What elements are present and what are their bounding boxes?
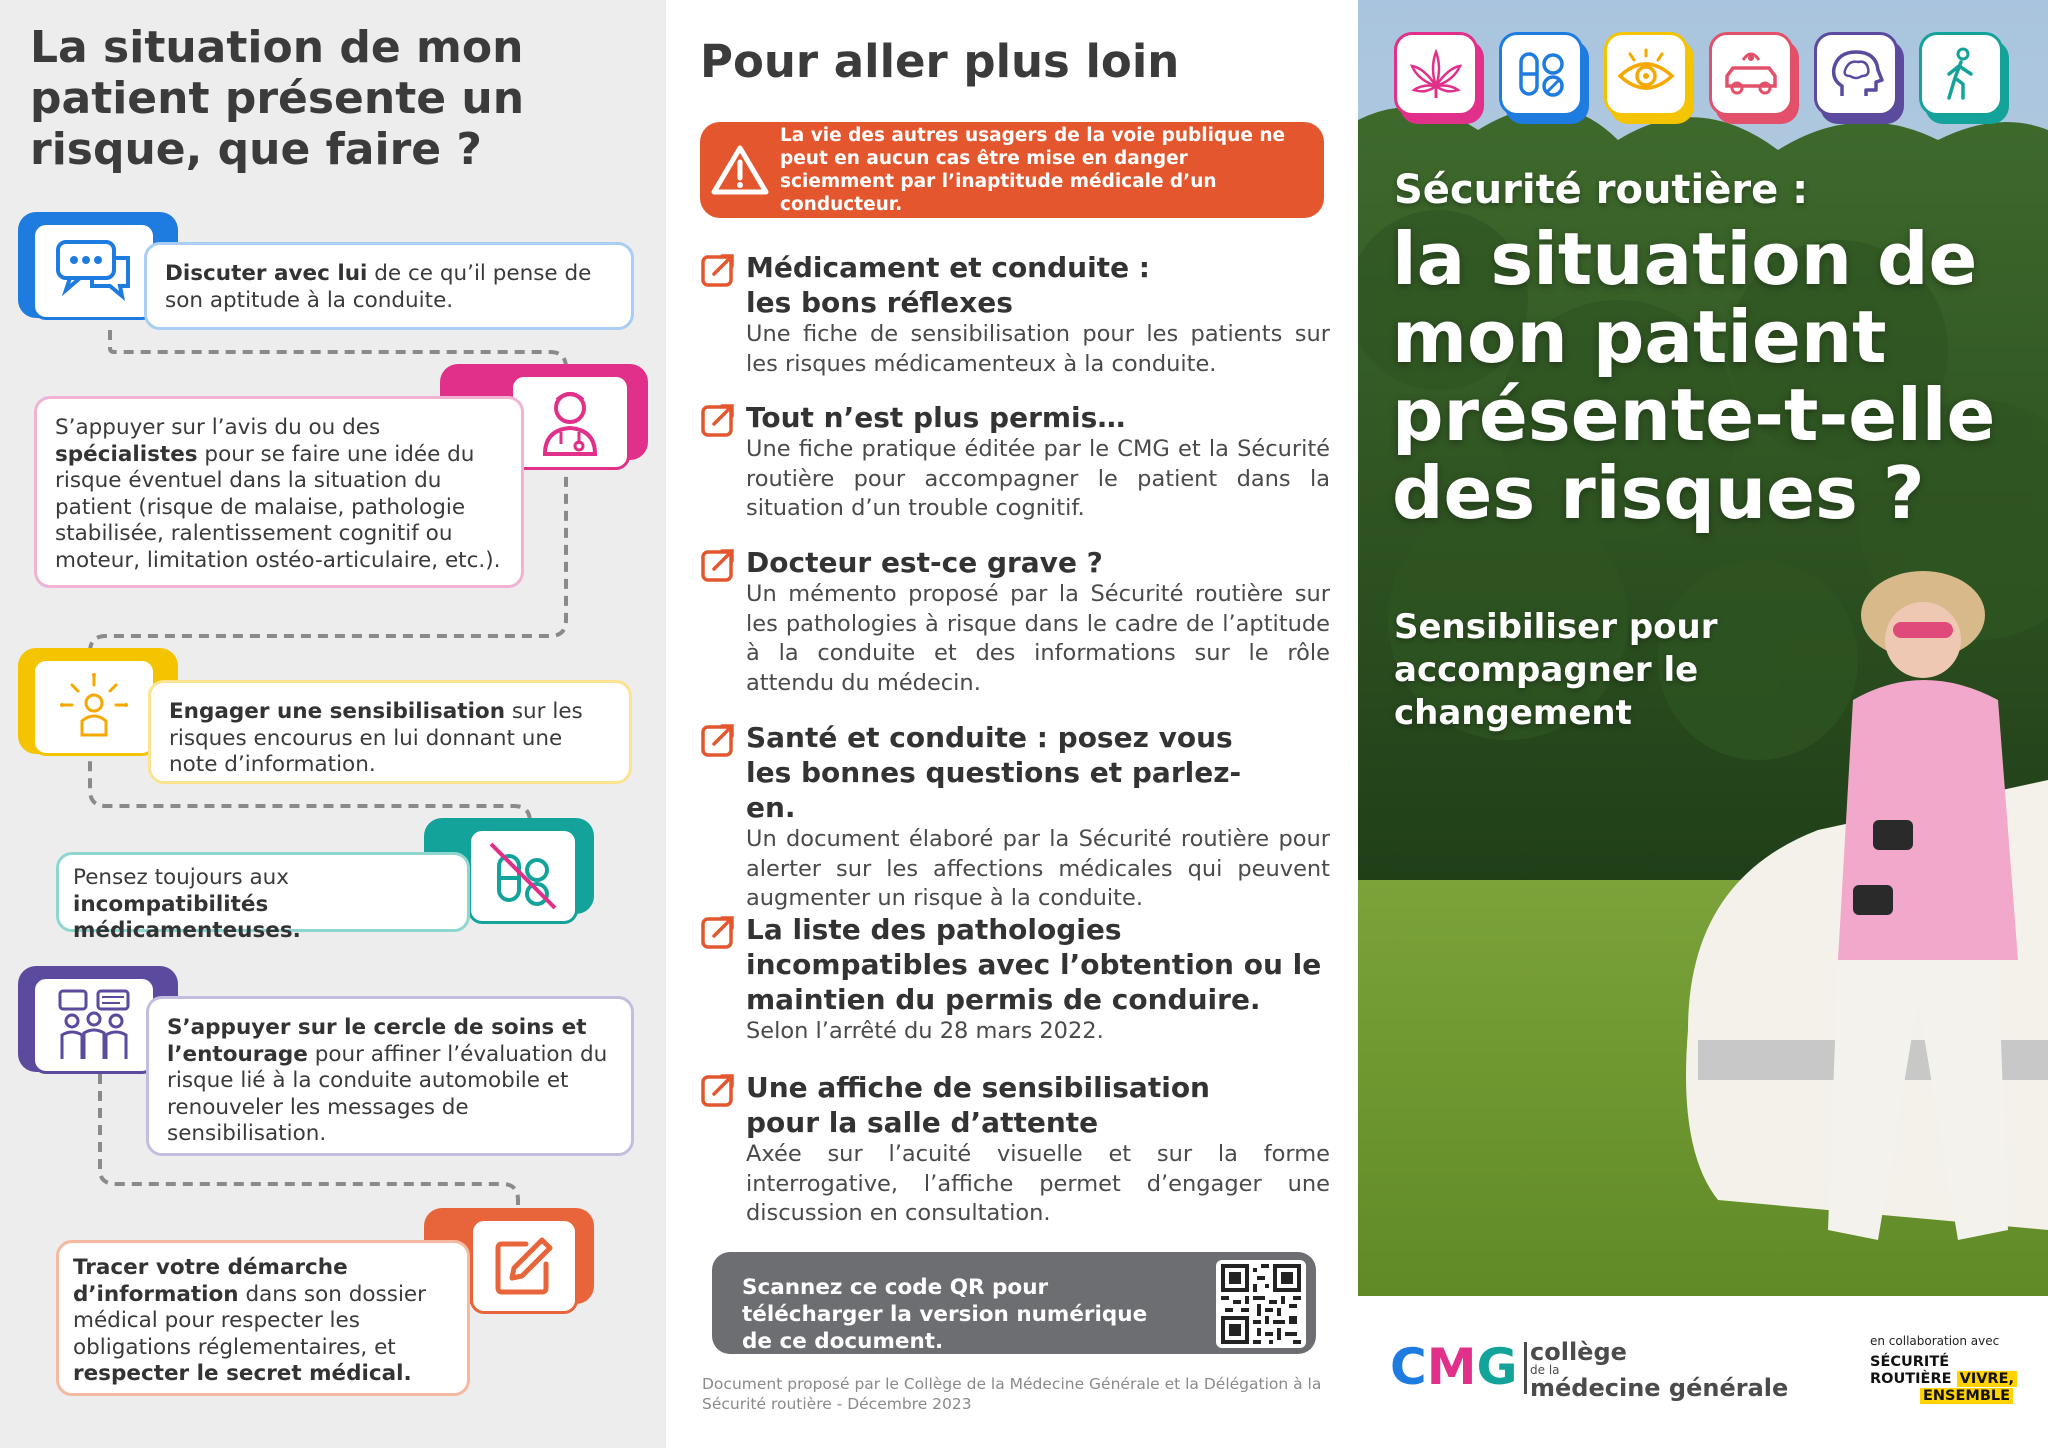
step-2-card (34, 396, 524, 588)
resource-4[interactable] (700, 720, 1330, 914)
collab-text: en collaboration avec (1870, 1334, 2000, 1348)
external-link-icon (700, 547, 736, 583)
step-3-bold: Engager une sensibilisation (169, 699, 506, 724)
step-1-text: de ce qu’il pense de son aptitude à la conduite. (165, 261, 592, 313)
top-icon-car (1709, 32, 1795, 120)
external-link-icon (700, 1072, 736, 1108)
resource-6-desc: Axée sur l’acuité visuelle et sur la forme interrogative, l’affiche permet d’engager une discussion en consultation. (746, 1141, 1330, 1226)
step-6-bold2: respecter le secret médical. (73, 1361, 412, 1386)
resource-4-desc: Un document élaboré par la Sécurité routière pour alerter sur les affections médicales qui peuvent augmenter un risque à la conduite. (746, 826, 1330, 911)
resource-2[interactable] (700, 400, 1330, 524)
top-icon-cannabis (1394, 32, 1480, 120)
resource-6[interactable] (700, 1070, 1330, 1229)
awareness-icon (32, 658, 156, 756)
resource-5-desc: Selon l’arrêté du 28 mars 2022. (746, 1018, 1104, 1044)
chat-bubbles-icon (32, 222, 156, 320)
warning-text: La vie des autres usagers de la voie publique ne peut en aucun cas être mise en danger sciemment par l’inaptitude médicale d’un conducteur. (780, 125, 1286, 215)
sr-line2: ROUTIÈRE (1870, 1371, 1952, 1387)
middle-panel-title: Pour aller plus loin (700, 35, 1180, 88)
step-5-card (146, 996, 634, 1156)
sr-vivre: VIVRE, (1957, 1371, 2017, 1387)
brain-icon (1814, 32, 1898, 116)
left-panel (0, 0, 666, 1448)
step-4-pre: Pensez toujours aux (73, 865, 289, 890)
cover-tagline: Sensibiliser pour accompagner le changement (1394, 607, 1718, 733)
no-pills-icon (468, 828, 578, 924)
step-6-card (56, 1240, 470, 1396)
car-crash-icon (1709, 32, 1793, 116)
resource-5[interactable] (700, 912, 1330, 1047)
footnote: Document proposé par le Collège de la Médecine Générale et la Délégation à la Sécurité routière - Décembre 2023 (702, 1375, 1322, 1413)
step-2-pre: S’appuyer sur l’avis du ou des (55, 415, 381, 440)
cover-subtitle: Sécurité routière : (1394, 167, 1809, 213)
resource-3-title: Docteur est-ce grave ? (746, 546, 1103, 579)
resource-2-title: Tout n’est plus permis… (746, 401, 1126, 434)
resource-5-title: La liste des pathologies incompatibles avec l’obtention ou le maintien du permis de conduire. (746, 913, 1322, 1016)
step-2-text: pour se faire une idée du risque éventuel dans la situation du patient (risque de malaise, pathologie stabilisée, ralentissement cognitif ou moteur, limitation ostéo-articulaire, etc.). (55, 441, 501, 573)
external-link-icon (700, 252, 736, 288)
resource-2-desc: Une fiche pratique éditée par le CMG et la Sécurité routière pour accompagner le patient dans la situation d’un trouble cognitif. (746, 436, 1330, 521)
eye-icon (1604, 32, 1688, 116)
step-3-text: sur les risques encourus en lui donnant une note d’information. (169, 699, 583, 777)
cmg-line2: médecine générale (1530, 1374, 1789, 1402)
step-5-bold: S’appuyer sur le cercle de soins et l’entourage (167, 1015, 587, 1067)
top-icon-eye (1604, 32, 1690, 120)
left-panel-title: La situation de mon patient présente un risque, que faire ? (30, 22, 525, 175)
resource-6-title: Une affiche de sensibilisation pour la salle d’attente (746, 1071, 1210, 1139)
cover-title: la situation de mon patient présente-t-elle des risques ? (1392, 217, 1996, 535)
step-5-text: pour affiner l’évaluation du risque lié à la conduite automobile et renouveler les messages de sensibilisation. (167, 1041, 608, 1146)
cmg-line1: collège (1530, 1338, 1627, 1366)
step-6-text: dans son dossier médical pour respecter les obligations réglementaires, et (73, 1281, 426, 1360)
step-2-bold: spécialistes (55, 441, 198, 467)
step-4-card (56, 852, 470, 943)
resource-3[interactable] (700, 545, 1330, 698)
right-panel (1358, 0, 2048, 1448)
resource-3-desc: Un mémento proposé par la Sécurité routière sur les pathologies à risque dans le cadre de l’aptitude à la conduite et des informations sur le rôle attendu du médecin. (746, 581, 1330, 696)
doctor-icon (510, 374, 630, 470)
step-6-bold: Tracer votre démarche d’information (73, 1255, 348, 1307)
sr-line1: SÉCURITÉ (1870, 1354, 1950, 1370)
cmg-wordmark (1530, 1340, 1788, 1400)
step-3-card (148, 680, 632, 784)
sr-ensemble: ENSEMBLE (1920, 1388, 2013, 1404)
qr-text: Scannez ce code QR pour télécharger la version numérique de ce document. (742, 1275, 1148, 1354)
top-icon-brain (1814, 32, 1900, 120)
top-icon-pills (1499, 32, 1585, 120)
qr-download-box[interactable] (712, 1252, 1316, 1354)
resource-1-desc: Une fiche de sensibilisation pour les patients sur les risques médicamenteux à la conduite. (746, 321, 1330, 377)
middle-panel (666, 0, 1358, 1448)
resource-4-title: Santé et conduite : posez vous les bonnes questions et parlez-en. (746, 721, 1242, 824)
warning-banner (700, 122, 1324, 218)
resource-1[interactable] (700, 250, 1330, 379)
cmg-small: de la (1530, 1363, 1560, 1377)
cmg-divider (1524, 1342, 1527, 1394)
walking-icon (1919, 32, 2003, 116)
pills-icon (1499, 32, 1583, 116)
top-icon-walking (1919, 32, 2005, 120)
external-link-icon (700, 722, 736, 758)
step-1-card (144, 242, 634, 330)
cmg-logo-text: CMG (1390, 1340, 1518, 1392)
securite-routiere-logo (1870, 1354, 2017, 1405)
external-link-icon (700, 402, 736, 438)
step-4-bold: incompatibilités médicamenteuses. (73, 891, 301, 943)
qr-code[interactable] (1216, 1260, 1306, 1348)
warning-icon (700, 144, 780, 196)
step-1-bold: Discuter avec lui (165, 261, 368, 286)
external-link-icon (700, 914, 736, 950)
cmg-logo (1390, 1340, 1526, 1396)
resource-1-title: Médicament et conduite : les bons réflexes (746, 251, 1151, 319)
cannabis-icon (1394, 32, 1478, 116)
care-circle-icon (32, 976, 156, 1074)
edit-icon (470, 1218, 578, 1314)
